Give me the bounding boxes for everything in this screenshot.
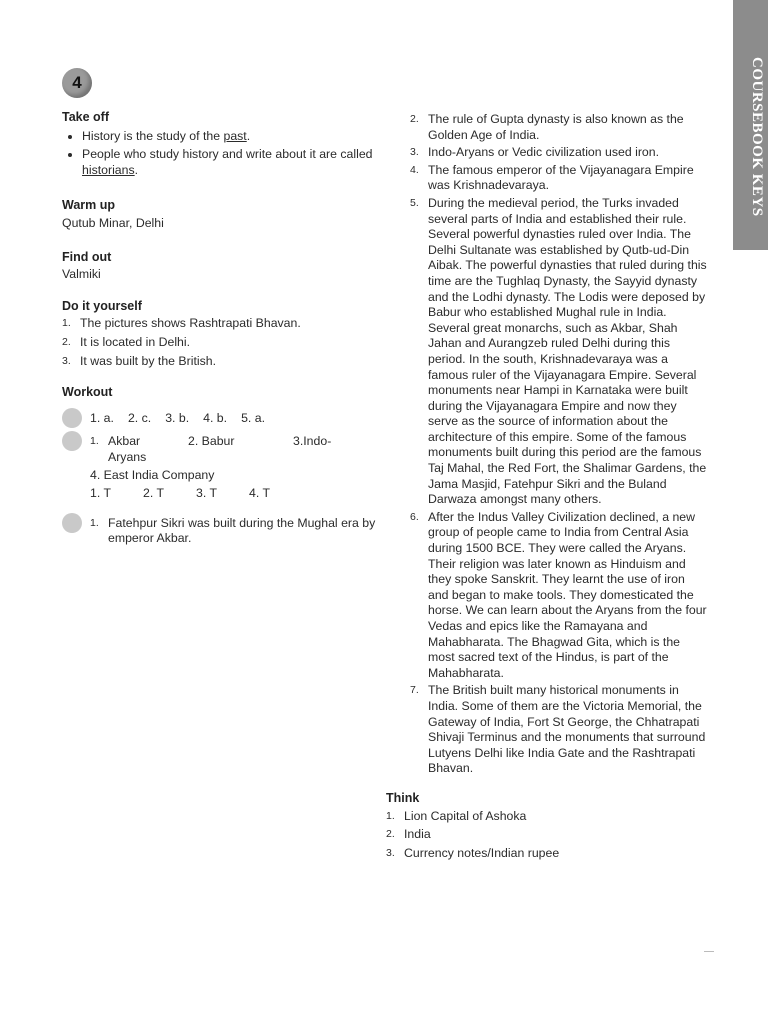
item-number: 4. [410,163,419,176]
punctuation: . [246,128,251,143]
item-text: It is located in Delhi. [80,334,191,349]
do-it-yourself-heading: Do it yourself [62,298,142,313]
underlined-word: past [223,128,247,143]
list-item [62,316,382,332]
item-number: 7. [410,684,419,697]
item-text: The pictures shows Rashtrapati Bhavan. [80,316,301,331]
answer: 1. T [90,486,111,501]
answer-item-4 [386,163,708,194]
list-item [62,335,382,351]
item-number: 3. [62,354,71,367]
take-off-text: People who study history and write about it are called [82,147,373,162]
list-item [386,846,708,862]
item-number: 5. [410,196,419,209]
workout-c-row [62,516,382,547]
item-text: The famous emperor of the Vijayanagara Empire was Krishnadevaraya. [428,162,694,193]
exercise-marker-b [62,431,82,451]
answer-item-3 [386,145,708,161]
do-it-yourself-section [62,299,382,369]
item-number: 3. [386,846,395,859]
chapter-badge [62,68,92,98]
item-text: During the medieval period, the Turks invaded several parts of India and established their rule. Several powerful dynasties ruled over India. The Delhi Sultanate was established by Qutb-ud-Din Aibak. The powerful dynasties that ruled during this time are the Tughlaq Dynasty, the Sayyid dynasty and the Lodhi dynasty. The Lodis were deposed by Babur who established Mughal rule in India. Several great monarchs, such as Akbar, Shah Jahan and Aurangzeb ruled Delhi during this period. In the south, Krishnadevaraya was a famous ruler of the Vijayanagara Empire. Several monuments near Hampi in Karnataka were built during the Vijayanagara Empire and now they serve as the source of information about the architecture of this empire. Some of the famous monuments built during this period are the famous Taj Mahal, the Red Fort, the Shalimar Gardens, the Jama Masjid, Fatehpur Sikri and the Buland Darwaza amongst many others. [428,195,707,507]
take-off-text: History is the study of the [82,128,224,143]
item-number: 3. [410,146,419,159]
item-text: The rule of Gupta dynasty is also known as the Golden Age of India. [428,112,684,142]
workout-b-row [62,434,382,501]
take-off-bullet-2 [82,147,382,178]
item-text: Indo-Aryans or Vedic civilization used iron. [428,145,660,160]
answer: 4. East India Company [90,467,215,482]
warm-up-section [62,198,382,231]
item-number: 1. [386,809,395,822]
answer: 4. T [249,486,270,501]
take-off-list [62,129,382,179]
take-off-bullet-1 [82,129,382,145]
warm-up-answer: Qutub Minar, Delhi [62,215,164,230]
list-item [386,827,708,843]
warm-up-heading: Warm up [62,198,116,213]
item-text: Currency notes/Indian rupee [404,845,560,860]
item-number: 2. [410,113,419,125]
item-number: 2. [386,828,395,841]
answer: 1. a. [90,410,114,425]
think-heading: Think [386,790,420,805]
workout-a-answers [90,411,279,425]
answer: 4. b. [203,410,228,425]
answer: Aryans [108,449,147,464]
take-off-section [62,110,382,178]
answer: 3. b. [165,410,190,425]
exercise-marker-c [62,513,82,533]
item-text: After the Indus Valley Civilization declined, a new group of people came to India from Central Asia during 1500 BCE. They were called the Aryans. Their religion was later known as Hinduism and they spoke Sanskrit. They learnt the use of iron and began to make tools. They domesticated the horse. We can learn about the Aryans from the four Vedas and epics like the Ramayana and Mahabharata. The Bhagwad Gita, which is the most sacred text of the Hindus, is part of the Mahabharata. [428,509,707,680]
answer: Akbar [108,434,141,449]
workout-section [62,385,382,547]
side-tab-corner [733,235,768,250]
list-item [386,809,708,825]
item-text: Lion Capital of Ashoka [404,808,527,823]
chapter-number: 4 [72,73,82,92]
item-number: 1. [62,317,71,330]
workout-a-row [62,411,382,427]
answer: 3.Indo- [293,434,332,449]
right-column [386,112,708,864]
find-out-section [62,250,382,283]
item-text: It was built by the British. [80,353,217,368]
answer: 2. Babur [188,434,235,449]
answer: 2. c. [127,410,152,425]
item-text: India [404,827,431,842]
page-mark [704,951,714,952]
answer: 2. T [143,486,164,501]
answer-item-7 [386,683,708,777]
do-it-yourself-list [62,316,382,369]
find-out-heading: Find out [62,249,112,264]
find-out-answer: Valmiki [62,267,101,282]
true-false-answers [90,486,382,502]
answer: 3. T [196,486,217,501]
left-column [62,110,382,547]
workout-c-item [90,516,382,547]
list-item [62,354,382,370]
item-text: The British built many historical monuments in India. Some of them are the Victoria Memorial, the Gateway of India, Fort St George, the Chhatrapati Shivaji Terminus and the monuments that surround Lutyens Delhi like India Gate and the Rashtrapati Bhavan. [428,683,706,776]
answer-item-2 [386,112,708,143]
take-off-heading: Take off [62,110,109,124]
side-tab-label: COURSEBOOK KEYS [749,57,765,217]
exercise-marker-a [62,408,82,428]
answer: 5. a. [241,410,265,425]
answer-item-6 [386,510,708,682]
item-number: 2. [62,335,71,348]
item-text: Fatehpur Sikri was built during the Mughal era by emperor Akbar. [108,515,376,546]
item-number: 6. [410,510,419,523]
think-section [386,791,708,861]
underlined-word: historians [82,162,135,177]
item-number: 1. [90,435,99,448]
think-list [386,809,708,862]
item-number: 1. [90,516,99,529]
answer-item-5 [386,196,708,508]
punctuation: . [134,162,139,177]
workout-b-line [90,434,382,465]
workout-heading: Workout [62,385,113,400]
